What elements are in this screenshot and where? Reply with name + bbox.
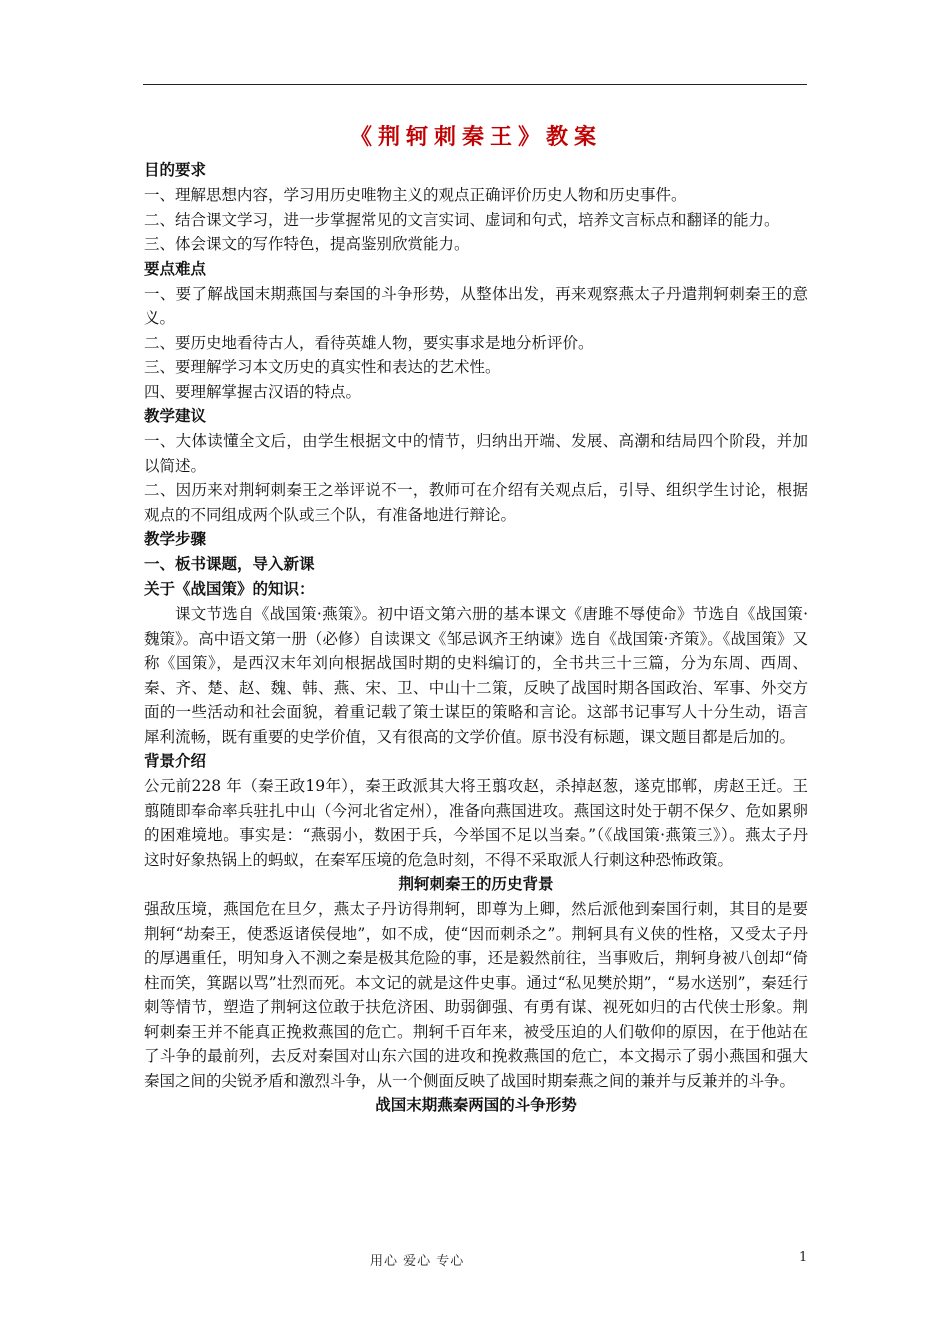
objective-item: 一、理解思想内容，学习用历史唯物主义的观点正确评价历史人物和历史事件。: [144, 186, 687, 204]
page-title: 《荆轲刺秦王》教案: [349, 124, 602, 150]
section-heading-background: 背景介绍: [144, 752, 207, 770]
centered-heading-situation: 战国末期燕秦两国的斗争形势: [375, 1096, 577, 1114]
key-point-item: 二、要历史地看待古人，看待英雄人物，要实事求是地分析评价。: [144, 333, 594, 352]
suggestion-item: 一、大体读懂全文后，由学生根据文中的情节，归纳出开端、发展、高潮和结局四个阶段，并加以简述。: [144, 432, 808, 475]
zhanguoce-paragraph: 课文节选自《战国策·燕策》。初中语文第六册的基本课文《唐雎不辱使命》节选自《战国策·魏策》。高中语文第一册（必修）自读课文《邹忌讽齐王纳谏》选自《战国策·齐策》。《战国策》又称《国策》，是西汉末年刘向根据战国时期的史料编订的，全书共三十三篇，分为东周、西周、秦、齐、楚、赵、魏、韩、燕、宋、卫、中山十二策，反映了战国时期各国政治、军事、外交方面的一些活动和社会面貌，着重记载了策士谋臣的策略和言论。这部书记事写人十分生动，语言犀利流畅，既有重要的史学价值，又有很高的文学价值。原书没有标题，课文题目都是后加的。: [144, 605, 808, 746]
footer-motto: 用心 爱心 专心: [370, 1254, 465, 1269]
history-paragraph: 强敌压境，燕国危在旦夕，燕太子丹访得荆轲，即尊为上卿，然后派他到秦国行刺，其目的是要荆轲“劫秦王，使悉返诸侯侵地”，如不成，使“因而刺杀之”。荆轲具有义侠的性格，又受太子丹的厚遇重任，明知身入不测之秦是极其危险的事，还是毅然前往，当事败后，荆轲身被八创却“倚柱而笑，箕踞以骂”壮烈而死。本文记的就是这件史事。通过“私见樊於期”，“易水送别”，秦廷行刺等情节，塑造了荆轲这位敢于扶危济困、助弱御强、有勇有谋、视死如归的古代侠士形象。荆轲刺秦王并不能真正挽救燕国的危亡。荆轲千百年来，被受压迫的人们敬仰的原因，在于他站在了斗争的最前列，去反对秦国对山东六国的进攻和挽救燕国的危亡，本文揭示了弱小燕国和强大秦国之间的尖锐矛盾和激烈斗争，从一个侧面反映了战国时期秦燕之间的兼并与反兼并的斗争。: [144, 900, 808, 1090]
key-point-item: 四、要理解掌握古汉语的特点。: [144, 382, 362, 401]
key-point-item: 一、要了解战国末期燕国与秦国的斗争形势，从整体出发，再来观察燕太子丹遣荆轲刺秦王的意义。: [144, 284, 808, 327]
objective-item: 三、体会课文的写作特色，提高鉴别欣赏能力。: [144, 235, 470, 253]
document-body: [144, 120, 808, 1118]
step-heading: 一、板书课题，导入新课: [144, 555, 315, 573]
section-heading-steps: 教学步骤: [144, 530, 207, 548]
header-rule: [143, 84, 807, 85]
subheading-zhanguoce: 关于《战国策》的知识：: [144, 580, 315, 598]
key-point-item: 三、要理解学习本文历史的真实性和表达的艺术性。: [144, 358, 501, 376]
page-number: 1: [799, 1250, 808, 1265]
suggestion-item: 二、因历来对荆轲刺秦王之举评说不一，教师可在介绍有关观点后，引导、组织学生讨论，根据观点的不同组成两个队或三个队，有准备地进行辩论。: [144, 481, 808, 524]
section-heading-suggestions: 教学建议: [144, 407, 207, 425]
objective-item: 二、结合课文学习，进一步掌握常见的文言实词、虚词和句式，培养文言标点和翻译的能力。: [144, 210, 780, 229]
centered-heading-history: 荆轲刺秦王的历史背景: [398, 875, 554, 893]
background-paragraph: 公元前228 年（秦王政19年），秦王政派其大将王翦攻赵，杀掉赵葱，遂克邯郸，虏赵王迁。王翦随即奉命率兵驻扎中山（今河北省定州），准备向燕国进攻。燕国这时处于朝不保夕、危如累卵的困难境地。事实是：“燕弱小，数困于兵，今举国不足以当秦。”（《战国策·燕策三》）。燕太子丹这时好象热锅上的蚂蚁，在秦军压境的危急时刻，不得不采取派人行刺这种恐怖政策。: [144, 777, 808, 869]
section-heading-objectives: 目的要求: [144, 161, 207, 179]
section-heading-key-points: 要点难点: [144, 259, 207, 278]
